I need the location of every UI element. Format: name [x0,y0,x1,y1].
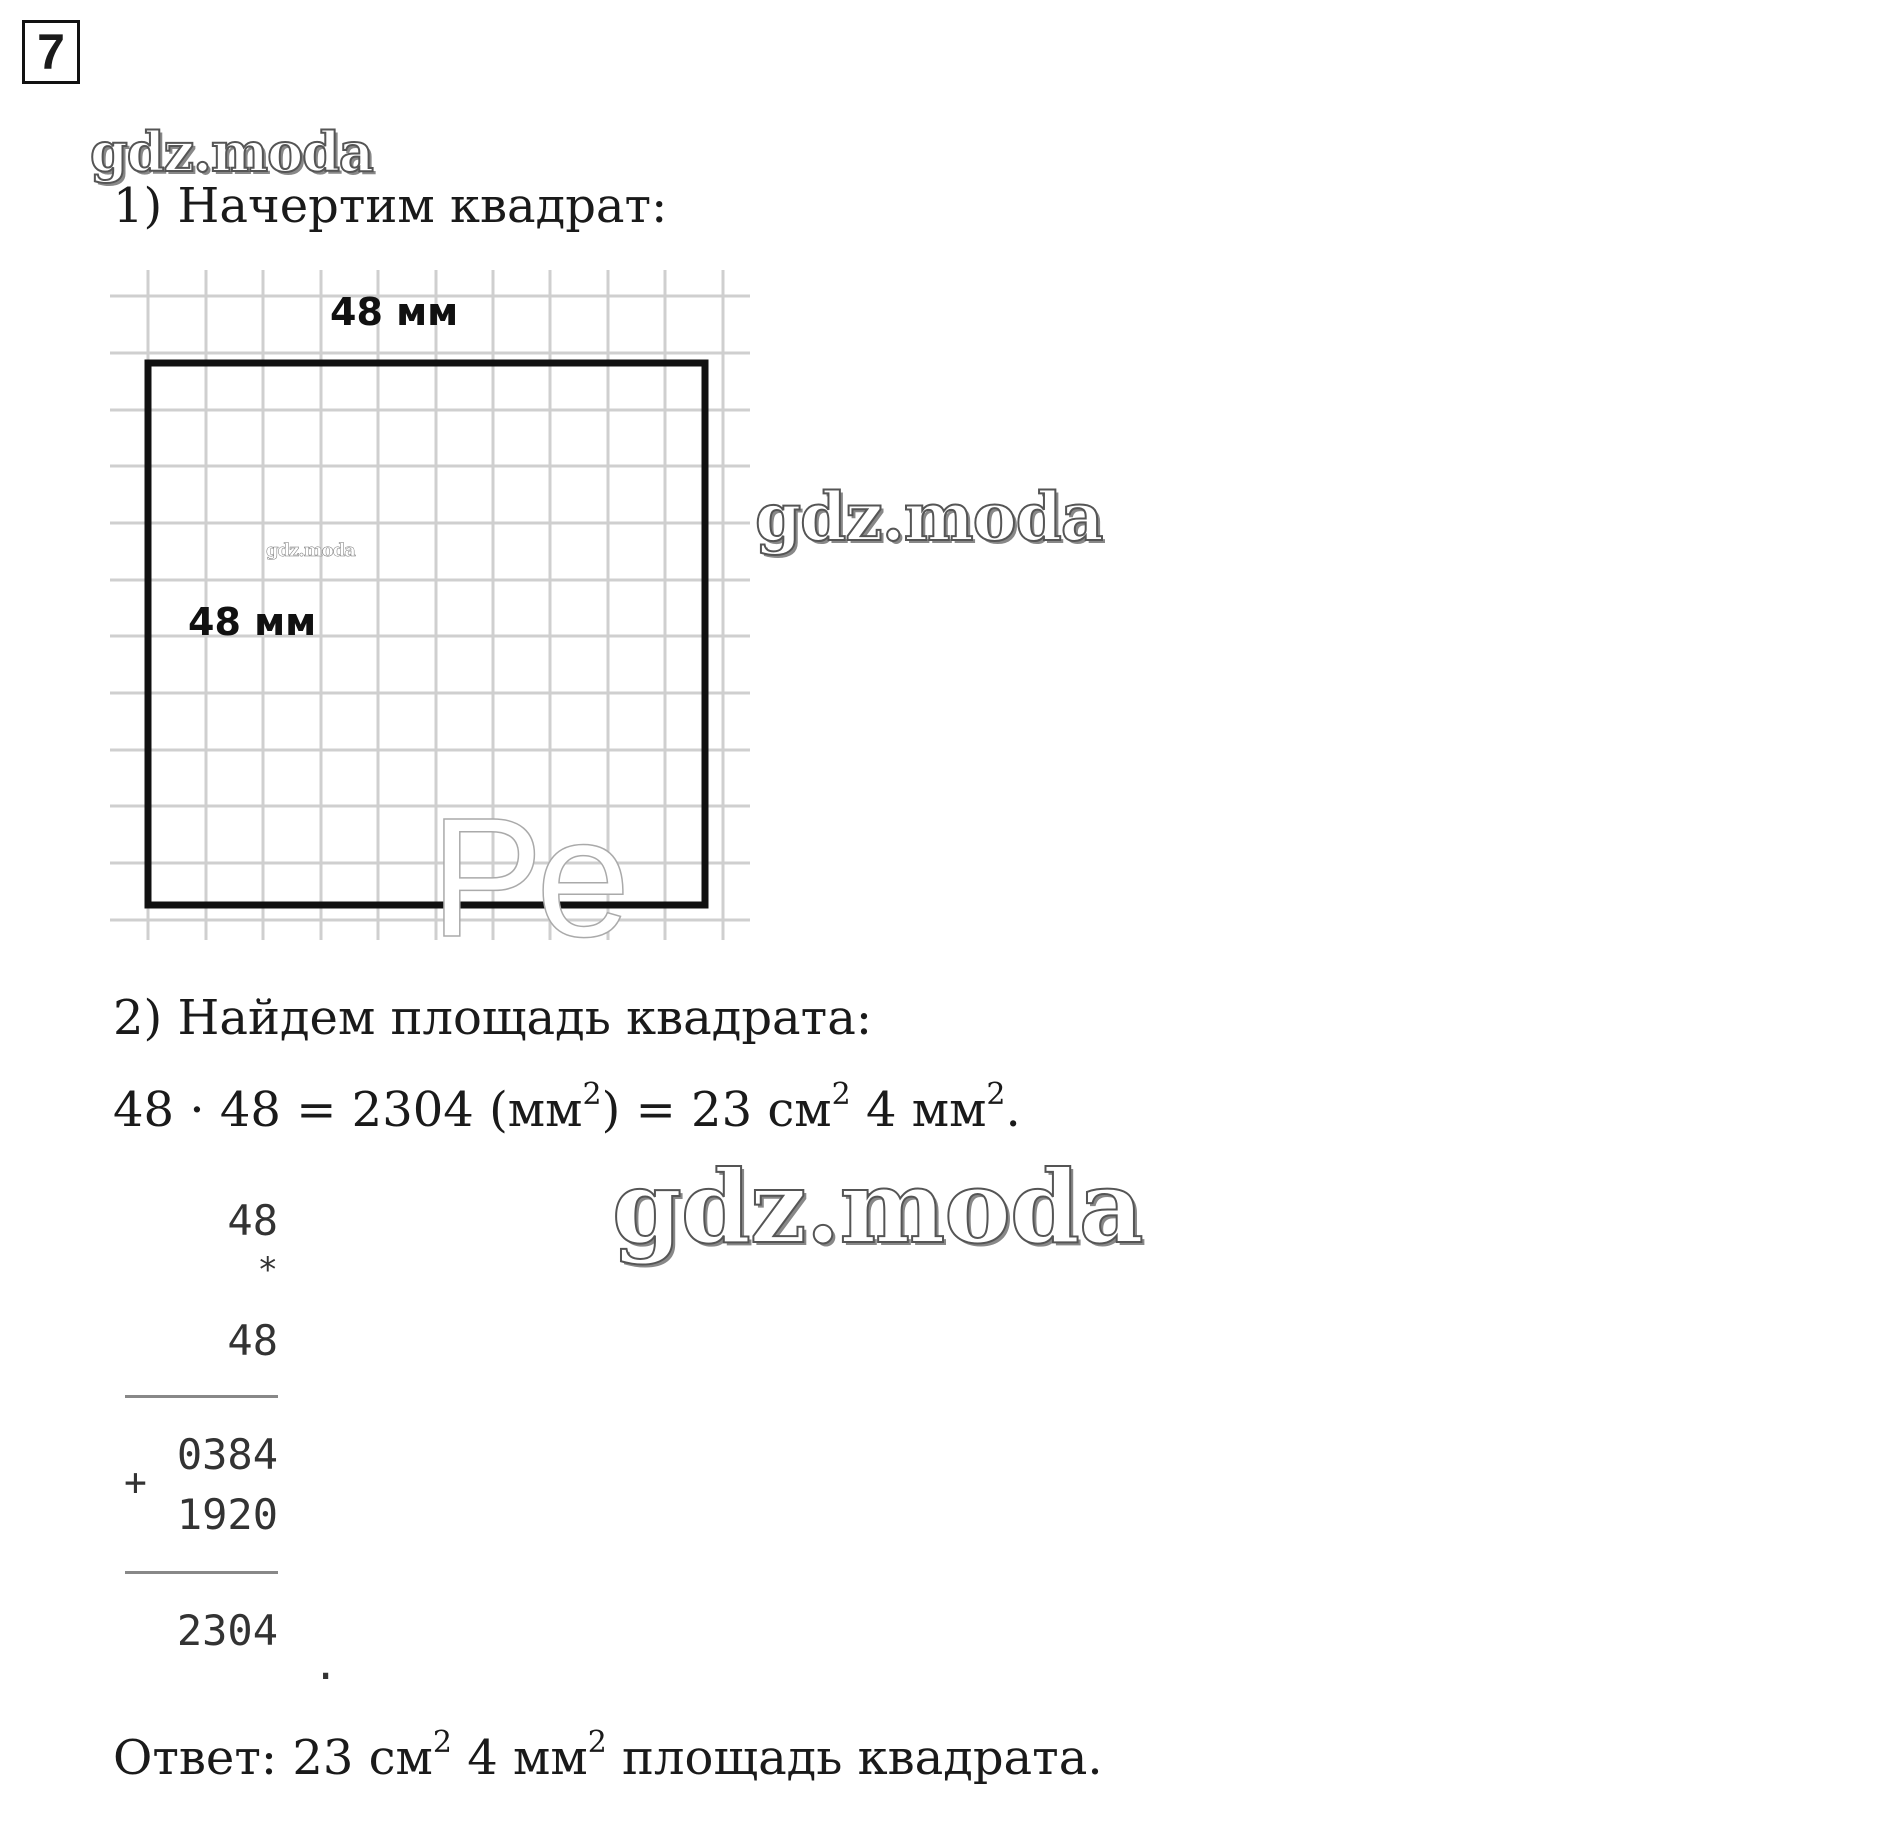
equation-mid: ) = 23 см [601,1082,832,1138]
calc-result: 2304 [176,1606,278,1655]
equation-end: . [1005,1082,1021,1138]
answer [113,1725,1103,1786]
calc-partial-2: 1920 [176,1490,278,1539]
answer-exp1: 2 [432,1725,452,1760]
watermark-small: gdz.moda [266,540,355,561]
left-side-label: 48 мм [188,600,317,644]
step2-heading: 2) Найдем площадь квадрата: [113,990,872,1046]
watermark-large: gdz.moda [612,1148,1143,1266]
ghost-text-box [430,780,730,955]
calc-plus: + [124,1460,147,1504]
equation [113,1077,1021,1138]
task-number: 7 [22,20,80,84]
calc-factor-a: 48 [227,1196,278,1245]
equation-exp1: 2 [582,1077,602,1112]
equation-exp2: 2 [831,1077,851,1112]
answer-suffix: площадь квадрата. [606,1730,1103,1786]
step1-heading: 1) Начертим квадрат: [113,178,668,234]
calc-operator: * [257,1250,278,1290]
answer-mid: 4 мм [451,1730,588,1786]
ghost-text: Ре [430,783,631,955]
answer-prefix: Ответ: 23 см [113,1730,433,1786]
top-side-label: 48 мм [330,290,459,334]
calc-dot: . [313,1640,339,1689]
answer-exp2: 2 [587,1725,607,1760]
equation-lhs: 48 · 48 = 2304 (мм [113,1082,583,1138]
calc-partial-1: 0384 [176,1430,278,1479]
calc-rule-1 [125,1395,278,1398]
calc-factor-b: 48 [227,1316,278,1365]
equation-mid2: 4 мм [850,1082,987,1138]
equation-exp3: 2 [986,1077,1006,1112]
watermark: gdz.moda [755,478,1103,556]
watermark: gdz.moda [90,120,373,184]
calc-rule-2 [125,1571,278,1574]
